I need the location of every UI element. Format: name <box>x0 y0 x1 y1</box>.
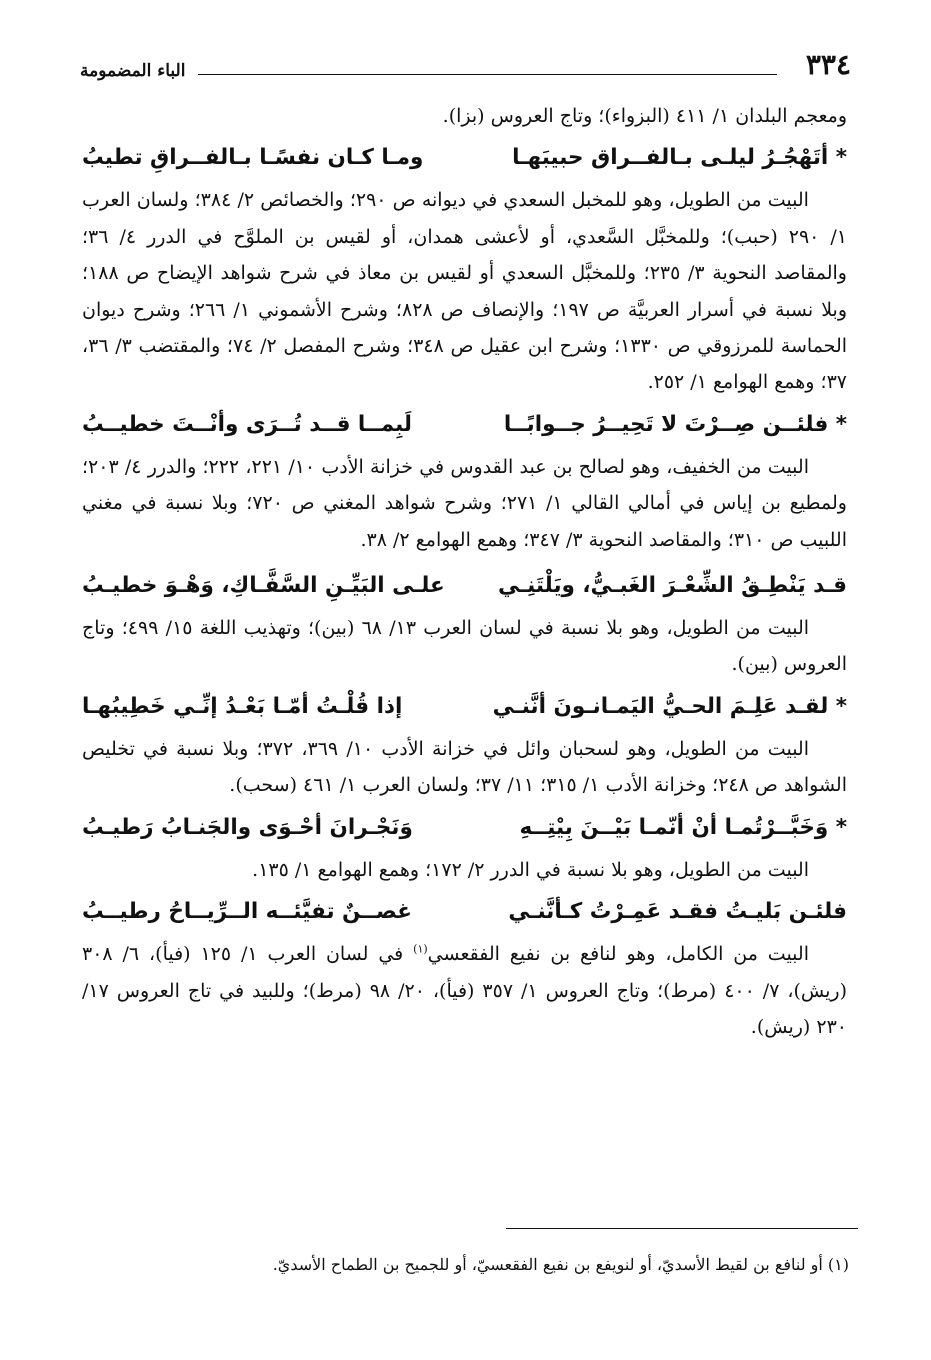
verse-1 <box>82 134 847 182</box>
verse-first-hemistich: * فلئــن صِــرْتَ لا تَحِيــرُ جــوابًــا <box>503 411 847 437</box>
commentary-text-b: في لسان العرب ١/ ١٢٥ (فيأ)، ٦/ ٣٠٨ (ريش)، ٧/ ٤٠٠ (مرط)؛ وتاج العروس ١/ ٣٥٧ (فيأ)، ٢٠/ ٩٨ (مرط)؛ وللبيد في تاج العروس ١٧/ ٢٣٠ (ريش). <box>82 943 848 1038</box>
verse-4 <box>82 683 847 731</box>
verse-first-hemistich: فلئـن بَليـتُ فقـد عَمِـرْتُ كـأنَّنـي <box>508 899 847 925</box>
intro-paragraph: ومعجم البلدان ١/ ٤١١ (البزواء)؛ وتاج العروس (بزا). <box>442 105 847 127</box>
verse-5 <box>82 804 847 852</box>
verse-second-hemistich: إذا قُلْـتُ أمّـا بَعْـدُ إنِّـي خَطِيبُهـا <box>82 693 403 719</box>
commentary-paragraph-1: البيت من الطويل، وهو للمخبل السعدي في ديوانه ص ٢٩٠؛ والخصائص ٢/ ٣٨٤؛ ولسان العرب ١/ ٢٩٠ (حبب)؛ وللمخبَّل السَّعدي، أو لأعشى همدان، أو لقيس بن الملوَّح في الدرر ٤/ ٣٦؛ والمقاصد النحوية ٣/ ٢٣٥؛ وللمخبَّل السعدي أو لقيس بن معاذ في شرح شواهد الإيضاح ص ١٨٨؛ وبلا نسبة في أسرار العربيَّة ص ١٩٧؛ والإنصاف ص ٨٢٨؛ وشرح الأشموني ١/ ٢٦٦؛ وشرح ديوان الحماسة للمرزوقي ص ١٣٣٠؛ وشرح ابن عقيل ص ٣٤٨؛ وشرح المفصل ٢/ ٧٤؛ والمقتضب ٣/ ٣٦، ٣٧؛ وهمع الهوامع ١/ ٢٥٢. <box>82 189 848 394</box>
commentary-paragraph-6 <box>82 936 847 1045</box>
verse-first-hemistich: * أتَهْجُـرُ ليلـى بـالفــراق حبيبَهـا <box>512 145 847 171</box>
page-number: ٣٣٤ <box>805 48 851 81</box>
verse-3 <box>82 562 847 610</box>
footnote-rule <box>506 1228 858 1229</box>
commentary-paragraph-5: البيت من الطويل، وهو بلا نسبة في الدرر ٢/ ١٧٢؛ وهمع الهوامع ١/ ١٣٥. <box>252 858 809 881</box>
section-title: الباء المضمومة <box>80 61 186 81</box>
header-rule <box>198 74 777 75</box>
footnote-reference[interactable]: (١) <box>413 942 428 956</box>
verse-second-hemistich: وَنَجْـرانَ أحْـوَى والجَنـابُ رَطيـبُ <box>82 814 413 840</box>
verse-first-hemistich: * لقـد عَلِـمَ الحـيُّ اليَمـانـونَ أنَّنـي <box>492 693 847 719</box>
verse-6 <box>82 888 847 936</box>
commentary-text-a: البيت من الكامل، وهو لنافع بن نفيع الفقعسي <box>427 943 809 966</box>
page-body <box>82 98 847 1045</box>
verse-first-hemistich: قـد يَنْطِـقُ الشِّعْـرَ الغَبـيُّ، ويَلْتَنِـي <box>498 573 847 599</box>
commentary-paragraph-2: البيت من الخفيف، وهو لصالح بن عبد القدوس في خزانة الأدب ١٠/ ٢٢١، ٢٢٢؛ والدرر ٤/ ٢٠٣؛ ولمطيع بن إياس في أمالي القالي ١/ ٢٧١؛ وشرح شواهد المغني ص ٧٢٠؛ وبلا نسبة في مغني اللبيب ص ٣١٠؛ والمقاصد النحوية ٣/ ٣٤٧؛ وهمع الهوامع ٢/ ٣٨. <box>82 455 847 551</box>
verse-second-hemistich: غصــنٌ تفيَّئــه الــرِّيــاحُ رطيــبُ <box>82 899 412 925</box>
commentary-paragraph-3: البيت من الطويل، وهو بلا نسبة في لسان العرب ١٣/ ٦٨ (بين)؛ وتهذيب اللغة ١٥/ ٤٩٩؛ وتاج العروس (بين). <box>82 617 847 676</box>
footnote: (١) أو لنافع بن لقيط الأسديّ، أو لنويفع بن نفيع الفقعسيّ، أو للجميح بن الطماح الأسديّ. <box>272 1255 849 1274</box>
verse-second-hemistich: لَبِمــا قــد تُــرَى وأنْــتَ خطيــبُ <box>82 411 412 437</box>
commentary-paragraph-4: البيت من الطويل، وهو لسحبان وائل في خزانة الأدب ١٠/ ٣٦٩، ٣٧٢؛ وبلا نسبة في تخليص الشواهد ص ٢٤٨؛ وخزانة الأدب ١/ ٣١٥؛ ١١/ ٣٧؛ ولسان العرب ١/ ٤٦١ (سحب). <box>82 737 847 797</box>
verse-second-hemistich: ومـا كـان نفسًـا بـالفــراقِ تطيبُ <box>82 145 424 171</box>
verse-2 <box>82 401 847 449</box>
verse-first-hemistich: * وَخَبَّــرْتُمـا أنْ أنّمـا بَيْــنَ بِيْتِــهِ <box>519 814 847 840</box>
verse-second-hemistich: علـى البَيِّـنِ السَّفَّـاكِ، وَهْـوَ خطيـبُ <box>82 573 445 599</box>
page-header <box>80 48 851 88</box>
